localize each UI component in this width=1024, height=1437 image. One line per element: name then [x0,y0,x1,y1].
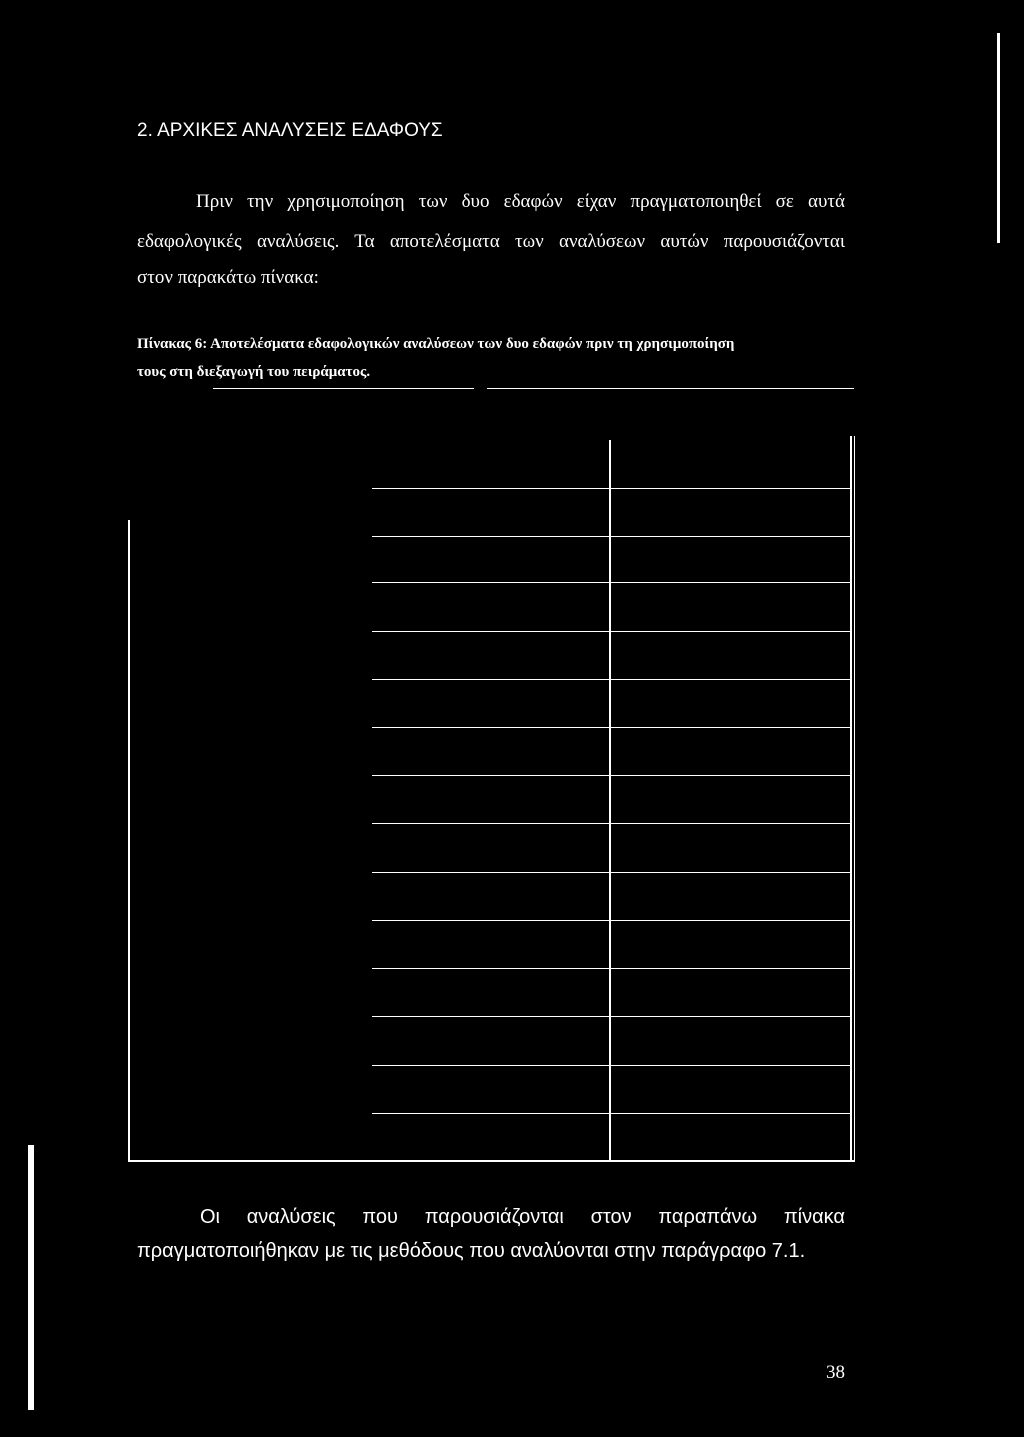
table-row-rule [372,775,850,776]
table-caption-line-2: τους στη διεξαγωγή του πειράματος. [137,364,371,380]
table-row-rule [372,968,850,969]
table-row-rule [372,872,850,873]
intro-line-1: Πριν την χρησιμοποίηση των δυο εδαφών είχαν πραγματοποιηθεί σε αυτά [196,191,845,212]
section-heading: 2. ΑΡΧΙΚΕΣ ΑΝΑΛΥΣΕΙΣ ΕΔΑΦΟΥΣ [137,120,443,141]
table-border-bottom [128,1160,855,1162]
table-row-rule [372,920,850,921]
table-border-right [850,436,852,1162]
table-caption-line-1: Πίνακας 6: Αποτελέσματα εδαφολογικών αναλύσεων των δυο εδαφών πριν τη χρησιμοποίηση [137,336,735,352]
page-edge-mark-top-right [997,33,1000,243]
closing-line-1: Οι αναλύσεις που παρουσιάζονται στον παραπάνω πίνακα [200,1206,845,1228]
table-row-rule [372,1065,850,1066]
table-row-rule [372,823,850,824]
table-border-right-outer [854,436,855,1162]
table-row-rule [372,631,850,632]
closing-line-2: πραγματοποιήθηκαν με τις μεθόδους που αναλύονται στην παράγραφο 7.1. [137,1240,806,1262]
table-row-rule [372,679,850,680]
intro-line-2: εδαφολογικές αναλύσεις. Τα αποτελέσματα των αναλύσεων αυτών παρουσιάζονται [137,231,845,252]
table-row-rule [372,727,850,728]
table-border-left [128,520,130,1162]
intro-line-3: στον παρακάτω πίνακα: [137,267,319,288]
caption-rule-right [487,388,854,389]
table-row-rule [372,1016,850,1017]
table-row-rule [372,488,850,489]
table-row-rule [372,1113,850,1114]
caption-rule-left [213,388,474,389]
table-row-rule [372,536,850,537]
page-edge-mark-bottom-left [28,1145,34,1410]
table-row-rule [372,582,850,583]
table-column-divider [609,440,611,1162]
page-number: 38 [826,1362,845,1383]
